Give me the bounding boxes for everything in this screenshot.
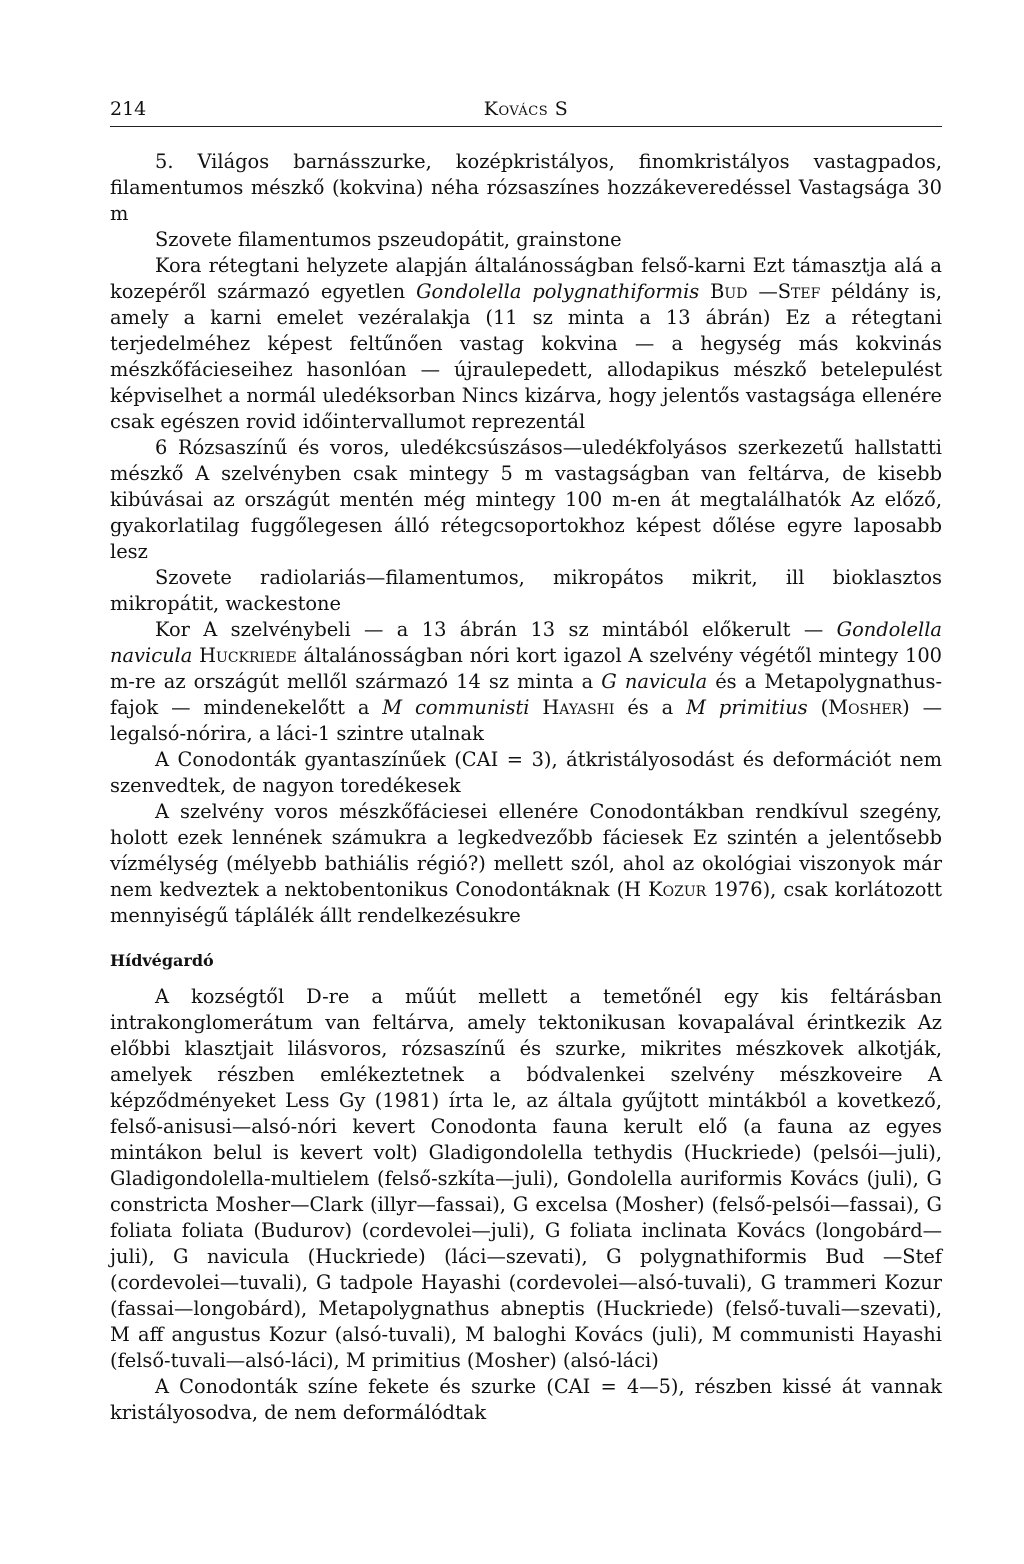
taxon-name: Gondolella navicula: [110, 618, 942, 667]
section-heading: Hídvégardó: [110, 951, 214, 970]
paragraph-age: Kora rétegtani helyzete alapján általánosságban felső-karni Ezt támasztja alá a kozepéről származó egyetlen Gondolella polygnathiformis Bud —Stef példány is, amely a karni emelet vezéralakja (11 sz minta a 13 ábrán) Ez a rétegtani terjedelméhez képest feltűnően vastag kokvina — a hegység más kokvinás mészkőfácieseihez hasonlóan — újraulepedett, allodapikus mészkő betelepulést képviselhet a normál uledéksorban Nincs kizárva, hogy jelentős vastagsága ellenére csak egészen rovid időintervallumot reprezentál: [110, 254, 943, 433]
taxon-name: G navicula: [601, 670, 708, 693]
page-header: [110, 96, 942, 127]
page-number: 214: [110, 98, 147, 120]
paragraph-6: 6 Rózsaszínű és voros, uledékcsúszásos—uledékfolyásos szerkezetű hallstatti mészkő A szelvényben csak mintegy 5 m vastagságban van feltárva, de kisebb kibúvásai az országút mentén még mintegy 100 m-en át megtalálhatók Az előző, gyakorlatilag fuggőlegesen álló rétegcsoportokhoz képest dőlése egyre laposabb lesz: [110, 436, 942, 563]
body-text: [110, 149, 942, 1426]
paragraph-poverty: A szelvény voros mészkőfáciesei ellenére Conodontákban rendkívul szegény, holott ezek lennének számukra a legkedvezőbb fáciesek Ez szintén a jelentősebb vízmélység (mélyebb bathiális régió?) mellett szól, ahol az okológiai viszonyok már nem kedveztek a nektobentonikus Conodontáknak (H Kozur 1976), csak korlátozott mennyiségű táplálék állt rendelkezésukre: [110, 800, 942, 927]
paragraph-hidvegardo-cai: A Conodonták színe fekete és szurke (CAI = 4—5), részben kissé át vannak kristályosodva, de nem deformálódtak: [110, 1375, 942, 1424]
author-name: Kozur: [648, 878, 707, 901]
paragraph-hidvegardo: A kozségtől D-re a műút mellett a temetőnél egy kis feltárásban intrakonglomerátum van feltárva, amely tektonikusan kovapalával érintkezik Az előbbi klasztjait lilásvoros, rózsaszínű és szurke, mikrites mészkovek alkotják, amelyek részben emlékeztetnek a bódvalenkei szelvény mészkoveire A képződményeket Less Gy (1981) írta le, az általa gyűjtott mintákból a kovetkező, felső-anisusi—alsó-nóri kevert Conodonta fauna kerult elő (a fauna az egyes mintákon belul is kevert volt) Gladigondolella tethydis (Huckriede) (pelsói—juli), Gladigondolella-multielem (felső-szkíta—juli), Gondolella auriformis Kovács (juli), G constricta Mosher—Clark (illyr—fassai), G excelsa (Mosher) (felső-pelsói—fassai), G foliata foliata (Budurov) (cordevolei—juli), G foliata inclinata Kovács (longobárd—juli), G navicula (Huckriede) (láci—szevati), G polygnathiformis Bud —Stef (cordevolei—tuvali), G tadpole Hayashi (cordevolei—alsó-tuvali), G trammeri Kozur (fassai—longobárd), Metapolygnathus abneptis (Huckriede) (felső-tuvali—szevati), M aff angustus Kozur (alsó-tuvali), M baloghi Kovács (juli), M communisti Hayashi (felső-tuvali—alsó-láci), M primitius (Mosher) (alsó-láci): [110, 985, 942, 1372]
paragraph-microfacies-6: Szovete radiolariás—filamentumos, mikropátos mikrit, ill bioklasztos mikropátit, wackestone: [110, 566, 942, 615]
author-name: Huckriede: [199, 644, 297, 667]
page: [110, 96, 942, 1426]
author-name: Mosher: [828, 696, 903, 719]
author-name: Bud —Stef: [710, 280, 821, 303]
paragraph-microfacies: Szovete filamentumos pszeudopátit, grainstone: [155, 228, 622, 251]
paragraph-5: 5. Világos barnásszurke, kozépkristályos, finomkristályos vastagpados, filamentumos mészkő (kokvina) néha rózsaszínes hozzákeveredéssel Vastagsága 30 m: [110, 150, 942, 225]
taxon-name: M primitius: [686, 696, 808, 719]
author-name: Hayashi: [542, 696, 615, 719]
taxon-name: Gondolella polygnathiformis: [416, 280, 700, 303]
taxon-name: M communisti: [382, 696, 530, 719]
running-title: Kovács S: [483, 98, 569, 120]
paragraph-age-6: Kor A szelvénybeli — a 13 ábrán 13 sz mintából előkerult — Gondolella navicula Huckriede általánosságban nóri kort igazol A szelvény végétől mintegy 100 m-re az országút mellől származó 14 sz minta a G navicula és a Metapolygnathus-fajok — mindenekelőtt a M communisti Hayashi és a M primitius (Mosher) — legalsó-nórira, a láci-1 szintre utalnak: [110, 618, 942, 745]
paragraph-cai: A Conodonták gyantaszínűek (CAI = 3), átkristályosodást és deformációt nem szenvedtek, de nagyon toredékesek: [110, 748, 942, 797]
